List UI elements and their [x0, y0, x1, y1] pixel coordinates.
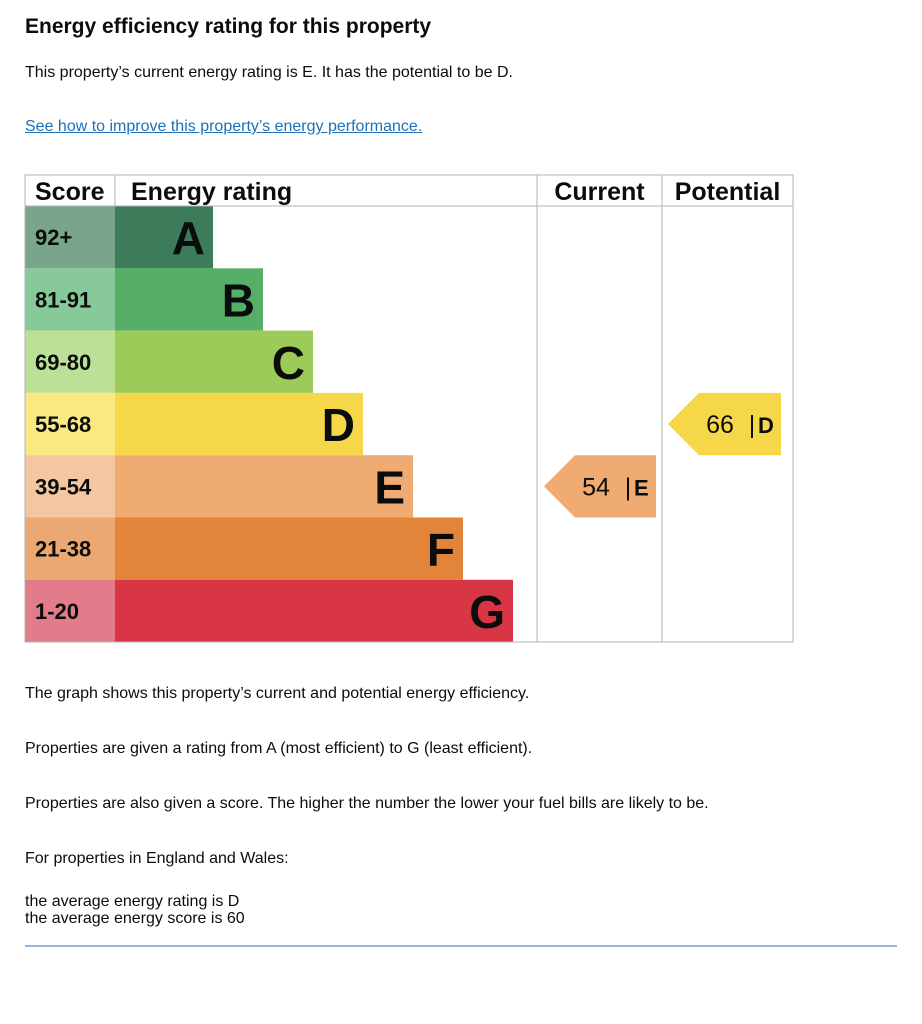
score-range-f: 21-38: [35, 536, 92, 562]
header-current: Current: [554, 178, 645, 206]
potential-score: 66: [706, 411, 734, 440]
current-score: 54: [582, 473, 610, 502]
rating-bar-f: [115, 518, 463, 580]
score-range-e: 39-54: [35, 474, 92, 500]
note-graph: The graph shows this property’s current and potential energy efficiency.: [25, 685, 530, 702]
potential-band: D: [758, 413, 774, 439]
score-range-g: 1-20: [35, 598, 80, 624]
rating-letter-c: C: [271, 336, 305, 389]
score-range-a: 92+: [35, 225, 73, 251]
note-rating: Properties are given a rating from A (most efficient) to G (least efficient).: [25, 740, 533, 757]
note-average-rating: the average energy rating is D: [25, 893, 240, 910]
section-divider: [25, 945, 897, 947]
page-title: Energy efficiency rating for this property: [25, 15, 432, 38]
note-average-score: the average energy score is 60: [25, 910, 245, 927]
rating-letter-e: E: [374, 461, 405, 514]
rating-letter-g: G: [469, 585, 505, 638]
note-score: Properties are also given a score. The higher the number the lower your fuel bills are likely to be.: [25, 795, 709, 812]
rating-letter-a: A: [171, 212, 205, 265]
rating-bar-g: [115, 580, 513, 642]
current-band: E: [634, 475, 649, 501]
potential-separator: |: [748, 411, 756, 440]
header-potential: Potential: [674, 178, 781, 206]
rating-letter-d: D: [321, 399, 355, 452]
current-separator: |: [624, 473, 632, 502]
score-range-d: 55-68: [35, 412, 92, 438]
note-region: For properties in England and Wales:: [25, 850, 289, 867]
score-range-b: 81-91: [35, 287, 92, 313]
header-score: Score: [35, 178, 105, 206]
score-range-c: 69-80: [35, 349, 92, 375]
rating-bar-e: [115, 455, 413, 517]
rating-letter-f: F: [426, 523, 455, 576]
intro-text: This property’s current energy rating is E. It has the potential to be D.: [25, 64, 513, 81]
rating-letter-b: B: [221, 274, 255, 327]
header-energy-rating: Energy rating: [131, 178, 293, 206]
improve-energy-link[interactable]: See how to improve this property’s energy performance.: [25, 118, 423, 135]
